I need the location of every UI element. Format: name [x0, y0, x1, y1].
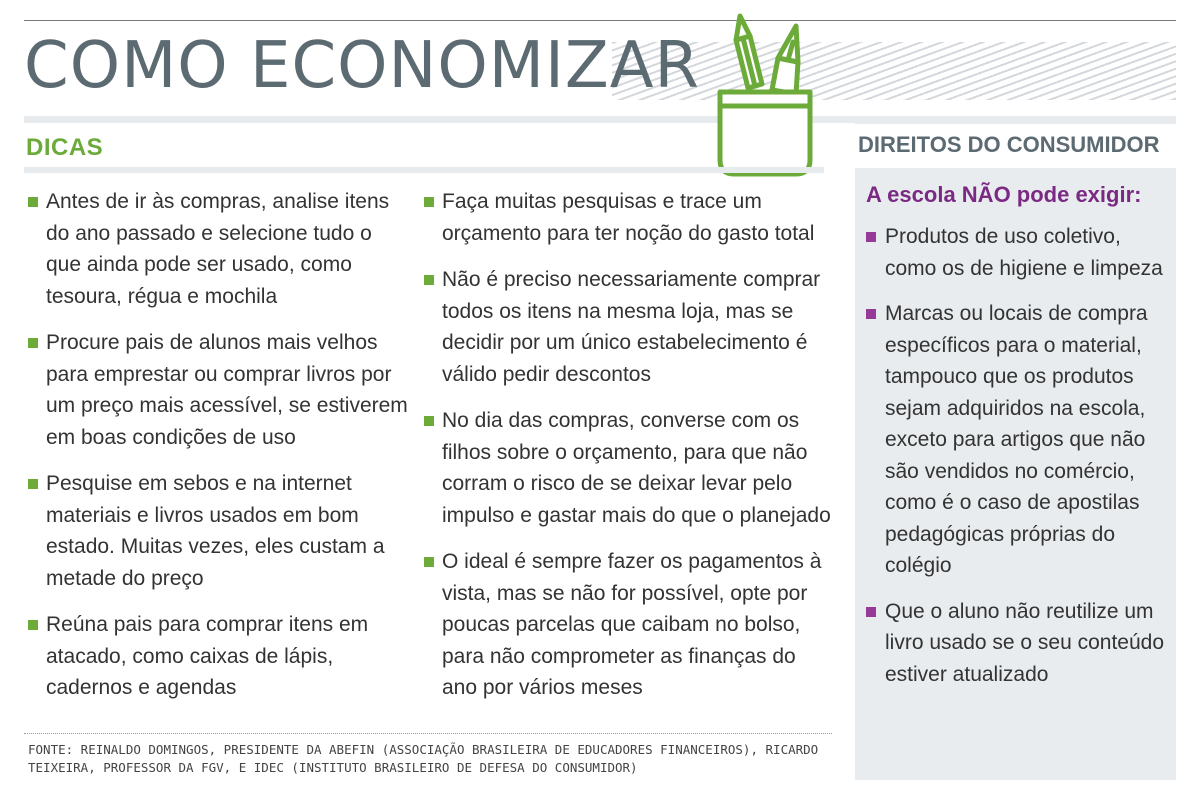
source-credits: FONTE: REINALDO DOMINGOS, PRESIDENTE DA ABEFIN (ASSOCIAÇÃO BRASILEIRA DE EDUCADORES FINANCEIROS), RICARDO TEIXEIRA, PROFESSOR DA FGV, E IDEC (INSTITUTO BRASILEIRO DE DEFESA DO CONSUMIDOR)	[28, 742, 819, 775]
list-item: O ideal é sempre fazer os pagamentos à vista, mas se não for possível, opte por poucas parcelas que caibam no bolso, para não comprometer as finanças do ano por vários meses	[424, 546, 834, 704]
list-item: Não é preciso necessariamente comprar todos os itens na mesma loja, mas se decidir por um único estabelecimento é válido pedir descontos	[424, 264, 834, 390]
list-item: No dia das compras, converse com os filhos sobre o orçamento, para que não corram o risco de se deixar levar pelo impulso e gastar mais do que o planejado	[424, 405, 834, 531]
square-bullet-icon	[28, 479, 38, 489]
list-item: Faça muitas pesquisas e trace um orçamento para ter noção do gasto total	[424, 186, 834, 249]
top-rule	[24, 20, 1176, 21]
dicas-title: DICAS	[26, 134, 104, 161]
list-item: Produtos de uso coletivo, como os de higiene e limpeza	[866, 221, 1166, 284]
dicas-header	[24, 124, 824, 170]
square-bullet-icon	[424, 197, 434, 207]
rights-title: DIREITOS DO CONSUMIDOR	[858, 132, 1160, 157]
square-bullet-icon	[28, 620, 38, 630]
list-item: Reúna pais para comprar itens em atacado, como caixas de lápis, cadernos e agendas	[28, 609, 408, 704]
square-bullet-icon	[28, 338, 38, 348]
dicas-middle-column	[424, 186, 834, 719]
rights-list	[866, 221, 1166, 704]
square-bullet-icon	[424, 557, 434, 567]
list-item: Procure pais de alunos mais velhos para emprestar ou comprar livros por um preço mais acessível, se estiverem em boas condições de uso	[28, 327, 408, 453]
square-bullet-icon	[424, 416, 434, 426]
dicas-bar	[24, 167, 824, 173]
square-bullet-icon	[866, 309, 876, 319]
list-item: Pesquise em sebos e na internet materiais e livros usados em bom estado. Muitas vezes, eles custam a metade do preço	[28, 468, 408, 594]
rights-top-bar	[855, 118, 1176, 124]
square-bullet-icon	[424, 275, 434, 285]
list-item: Antes de ir às compras, analise itens do ano passado e selecione tudo o que ainda pode ser usado, como tesoura, régua e mochila	[28, 186, 408, 312]
square-bullet-icon	[28, 197, 38, 207]
page-title: COMO ECONOMIZAR	[24, 29, 700, 103]
dicas-left-column	[28, 186, 408, 719]
source-divider	[24, 733, 832, 734]
square-bullet-icon	[866, 607, 876, 617]
list-item: Marcas ou locais de compra específicos para o material, tampouco que os produtos sejam adquiridos na escola, exceto para artigos que não são vendidos no comércio, como é o caso de apostilas pedagógicas próprias do colégio	[866, 298, 1166, 582]
rights-subtitle: A escola NÃO pode exigir:	[866, 182, 1142, 207]
list-item: Que o aluno não reutilize um livro usado se o seu conteúdo estiver atualizado	[866, 596, 1166, 691]
square-bullet-icon	[866, 232, 876, 242]
